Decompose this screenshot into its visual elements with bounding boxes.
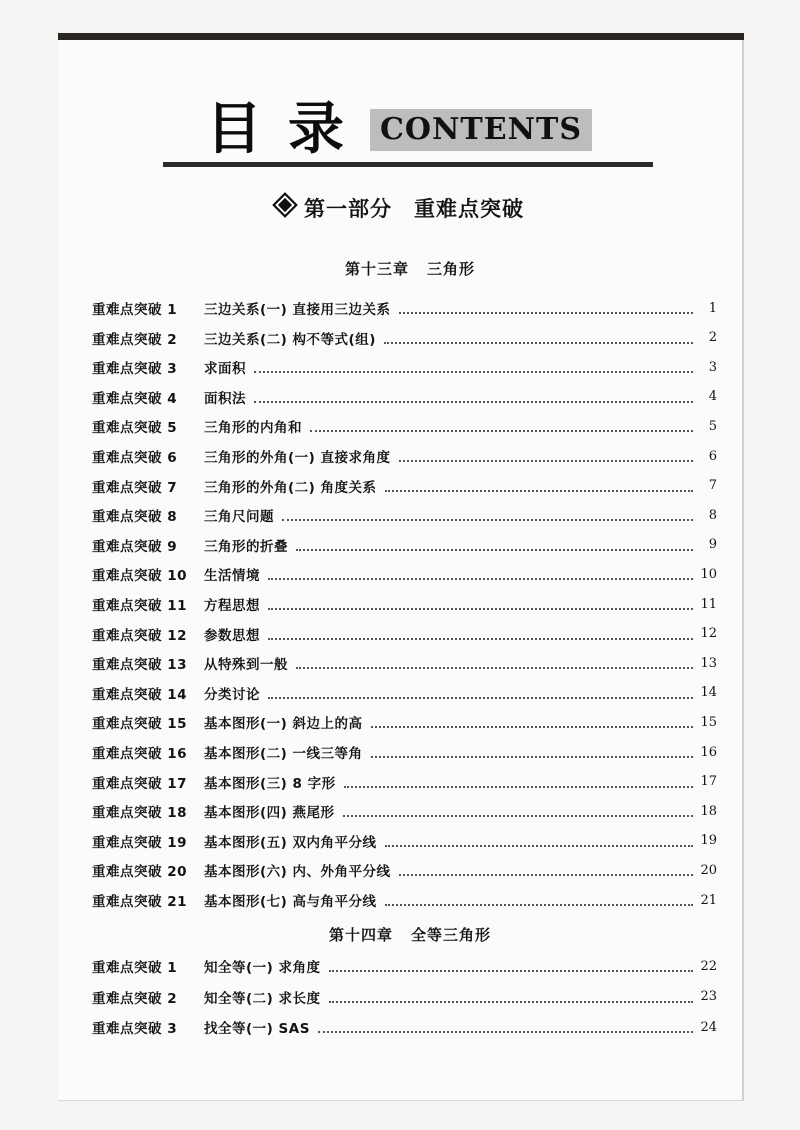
- toc-entry[interactable]: [92, 356, 717, 378]
- top-binding-edge: [58, 33, 744, 40]
- entry-label: 重难点突破 2: [92, 990, 178, 1007]
- toc-entry[interactable]: [92, 415, 717, 437]
- entry-title: 三边关系(一) 直接用三边关系: [204, 302, 391, 318]
- contents-title-en: CONTENTS: [370, 109, 592, 151]
- entry-page-number: 10: [700, 566, 717, 582]
- entry-page-number: 4: [708, 389, 717, 405]
- header-underline: [163, 162, 653, 167]
- toc-entry[interactable]: [92, 593, 717, 615]
- toc-entry[interactable]: [92, 386, 717, 408]
- entry-label: 重难点突破 13: [92, 657, 187, 674]
- entry-page-number: 23: [700, 989, 717, 1004]
- toc-entry[interactable]: [92, 563, 717, 585]
- dot-leader: [268, 576, 693, 580]
- toc-entry[interactable]: [92, 800, 717, 822]
- toc-entry[interactable]: [92, 623, 717, 645]
- entry-title: 分类讨论: [204, 686, 260, 703]
- entry-title: 三角形的外角(二) 角度关系: [204, 479, 377, 496]
- entry-title: 基本图形(四) 燕尾形: [204, 805, 335, 822]
- entry-title: 基本图形(五) 双内角平分线: [204, 834, 377, 851]
- entry-label: 重难点突破 9: [92, 538, 178, 555]
- entry-label: 重难点突破 21: [92, 894, 187, 910]
- entry-label: 重难点突破 19: [92, 834, 187, 851]
- part-name: 第一部分: [304, 197, 392, 221]
- entry-label: 重难点突破 2: [92, 331, 178, 348]
- entry-title: 三角尺问题: [204, 509, 274, 526]
- dot-leader: [385, 843, 693, 847]
- entry-page-number: 18: [700, 803, 717, 819]
- entry-title: 三角形的折叠: [204, 538, 288, 555]
- dot-leader: [344, 784, 693, 788]
- entry-label: 重难点突破 15: [92, 716, 187, 733]
- dot-leader: [268, 636, 693, 640]
- dot-leader: [399, 872, 693, 876]
- entry-page-number: 20: [700, 862, 717, 878]
- toc-entry[interactable]: [92, 955, 717, 977]
- entry-page-number: 16: [700, 744, 717, 760]
- toc-entry[interactable]: [92, 504, 717, 526]
- entry-page-number: 21: [700, 892, 717, 908]
- entry-title: 基本图形(一) 斜边上的高: [204, 716, 363, 733]
- toc-entry[interactable]: [92, 830, 717, 852]
- entry-title: 基本图形(七) 高与角平分线: [204, 894, 377, 910]
- entry-label: 重难点突破 3: [92, 361, 178, 378]
- toc-entry[interactable]: [92, 859, 717, 881]
- entry-page-number: 3: [708, 359, 717, 375]
- dot-leader: [310, 428, 693, 432]
- dot-leader: [296, 665, 693, 669]
- entry-page-number: 15: [700, 714, 717, 730]
- entry-title: 基本图形(二) 一线三等角: [204, 746, 363, 762]
- toc-entry[interactable]: [92, 1016, 717, 1038]
- entry-page-number: 2: [708, 330, 717, 346]
- toc-entry[interactable]: [92, 771, 717, 793]
- entry-title: 找全等(一) SAS: [204, 1021, 310, 1037]
- chapter-title: 三角形: [427, 260, 476, 278]
- entry-page-number: 14: [700, 685, 717, 701]
- entry-page-number: 9: [708, 537, 717, 553]
- entry-page-number: 5: [708, 418, 717, 434]
- toc-entry[interactable]: [92, 652, 717, 674]
- dot-leader: [296, 547, 693, 551]
- entry-title: 参数思想: [204, 627, 260, 644]
- entry-label: 重难点突破 1: [92, 302, 178, 318]
- dot-leader: [399, 458, 693, 462]
- entry-label: 重难点突破 14: [92, 686, 187, 703]
- entry-title: 面积法: [204, 390, 246, 407]
- entry-label: 重难点突破 8: [92, 509, 178, 526]
- toc-entry[interactable]: [92, 986, 717, 1008]
- toc-entry[interactable]: [92, 475, 717, 497]
- entry-page-number: 17: [700, 774, 717, 790]
- part-subtitle: 重难点突破: [414, 197, 524, 221]
- dot-leader: [268, 606, 693, 610]
- dot-leader: [329, 968, 693, 972]
- part-title: [0, 193, 800, 223]
- dot-leader: [343, 813, 693, 817]
- dot-leader: [329, 999, 693, 1003]
- entry-page-number: 11: [700, 596, 717, 612]
- entry-label: 重难点突破 5: [92, 420, 178, 437]
- entry-page-number: 19: [700, 833, 717, 849]
- entry-page-number: 1: [708, 300, 717, 316]
- toc-entry[interactable]: [92, 889, 717, 911]
- entry-label: 重难点突破 20: [92, 864, 187, 881]
- entry-page-number: 7: [708, 478, 717, 494]
- entry-page-number: 22: [700, 958, 717, 974]
- dot-leader: [385, 902, 693, 906]
- entry-label: 重难点突破 1: [92, 960, 178, 976]
- dot-leader: [254, 369, 693, 373]
- dot-leader: [371, 754, 693, 758]
- entry-page-number: 6: [708, 448, 717, 464]
- entry-label: 重难点突破 17: [92, 775, 187, 792]
- toc-entry[interactable]: [92, 682, 717, 704]
- entry-label: 重难点突破 12: [92, 627, 187, 644]
- dot-leader: [385, 488, 693, 492]
- entry-page-number: 13: [700, 655, 717, 671]
- chapter-number: 第十四章: [328, 926, 393, 944]
- chapter-number: 第十三章: [344, 260, 409, 278]
- contents-header: [206, 97, 592, 162]
- toc-entry[interactable]: [92, 327, 717, 349]
- entry-title: 求面积: [204, 361, 246, 378]
- dot-leader: [318, 1029, 693, 1033]
- toc-entry[interactable]: [92, 445, 717, 467]
- entry-title: 知全等(二) 求长度: [204, 990, 321, 1007]
- toc-entry[interactable]: [92, 741, 717, 763]
- entry-page-number: 12: [700, 626, 717, 642]
- toc-entry[interactable]: [92, 297, 717, 319]
- entry-title: 基本图形(六) 内、外角平分线: [204, 864, 391, 881]
- entry-title: 三角形的内角和: [204, 420, 302, 437]
- entry-page-number: 8: [708, 507, 717, 523]
- entry-title: 方程思想: [204, 598, 260, 614]
- entry-label: 重难点突破 16: [92, 746, 187, 762]
- entry-title: 三角形的外角(一) 直接求角度: [204, 450, 391, 466]
- entry-title: 知全等(一) 求角度: [204, 960, 321, 976]
- entry-page-number: 24: [700, 1019, 717, 1035]
- entry-title: 基本图形(三) 8 字形: [204, 775, 336, 792]
- entry-title: 从特殊到一般: [204, 657, 288, 674]
- chapter-title: 全等三角形: [411, 926, 492, 944]
- contents-title-cn: 目录: [206, 97, 370, 162]
- entry-label: 重难点突破 6: [92, 450, 178, 466]
- entry-label: 重难点突破 10: [92, 568, 187, 585]
- entry-label: 重难点突破 4: [92, 390, 178, 407]
- chapter-heading: [0, 924, 800, 945]
- toc-entry[interactable]: [92, 534, 717, 556]
- entry-label: 重难点突破 18: [92, 805, 187, 822]
- entry-label: 重难点突破 11: [92, 598, 187, 614]
- chapter-heading: [0, 258, 800, 279]
- dot-leader: [282, 517, 693, 521]
- toc-entry[interactable]: [92, 711, 717, 733]
- dot-leader: [268, 695, 693, 699]
- dot-leader: [399, 310, 693, 314]
- entry-title: 三边关系(二) 构不等式(组): [204, 331, 376, 348]
- dot-leader: [384, 340, 693, 344]
- dot-leader: [254, 399, 693, 403]
- entry-label: 重难点突破 7: [92, 479, 178, 496]
- entry-title: 生活情境: [204, 568, 260, 585]
- entry-label: 重难点突破 3: [92, 1021, 178, 1037]
- dot-leader: [371, 724, 693, 728]
- diamond-bullet-icon: [272, 192, 297, 217]
